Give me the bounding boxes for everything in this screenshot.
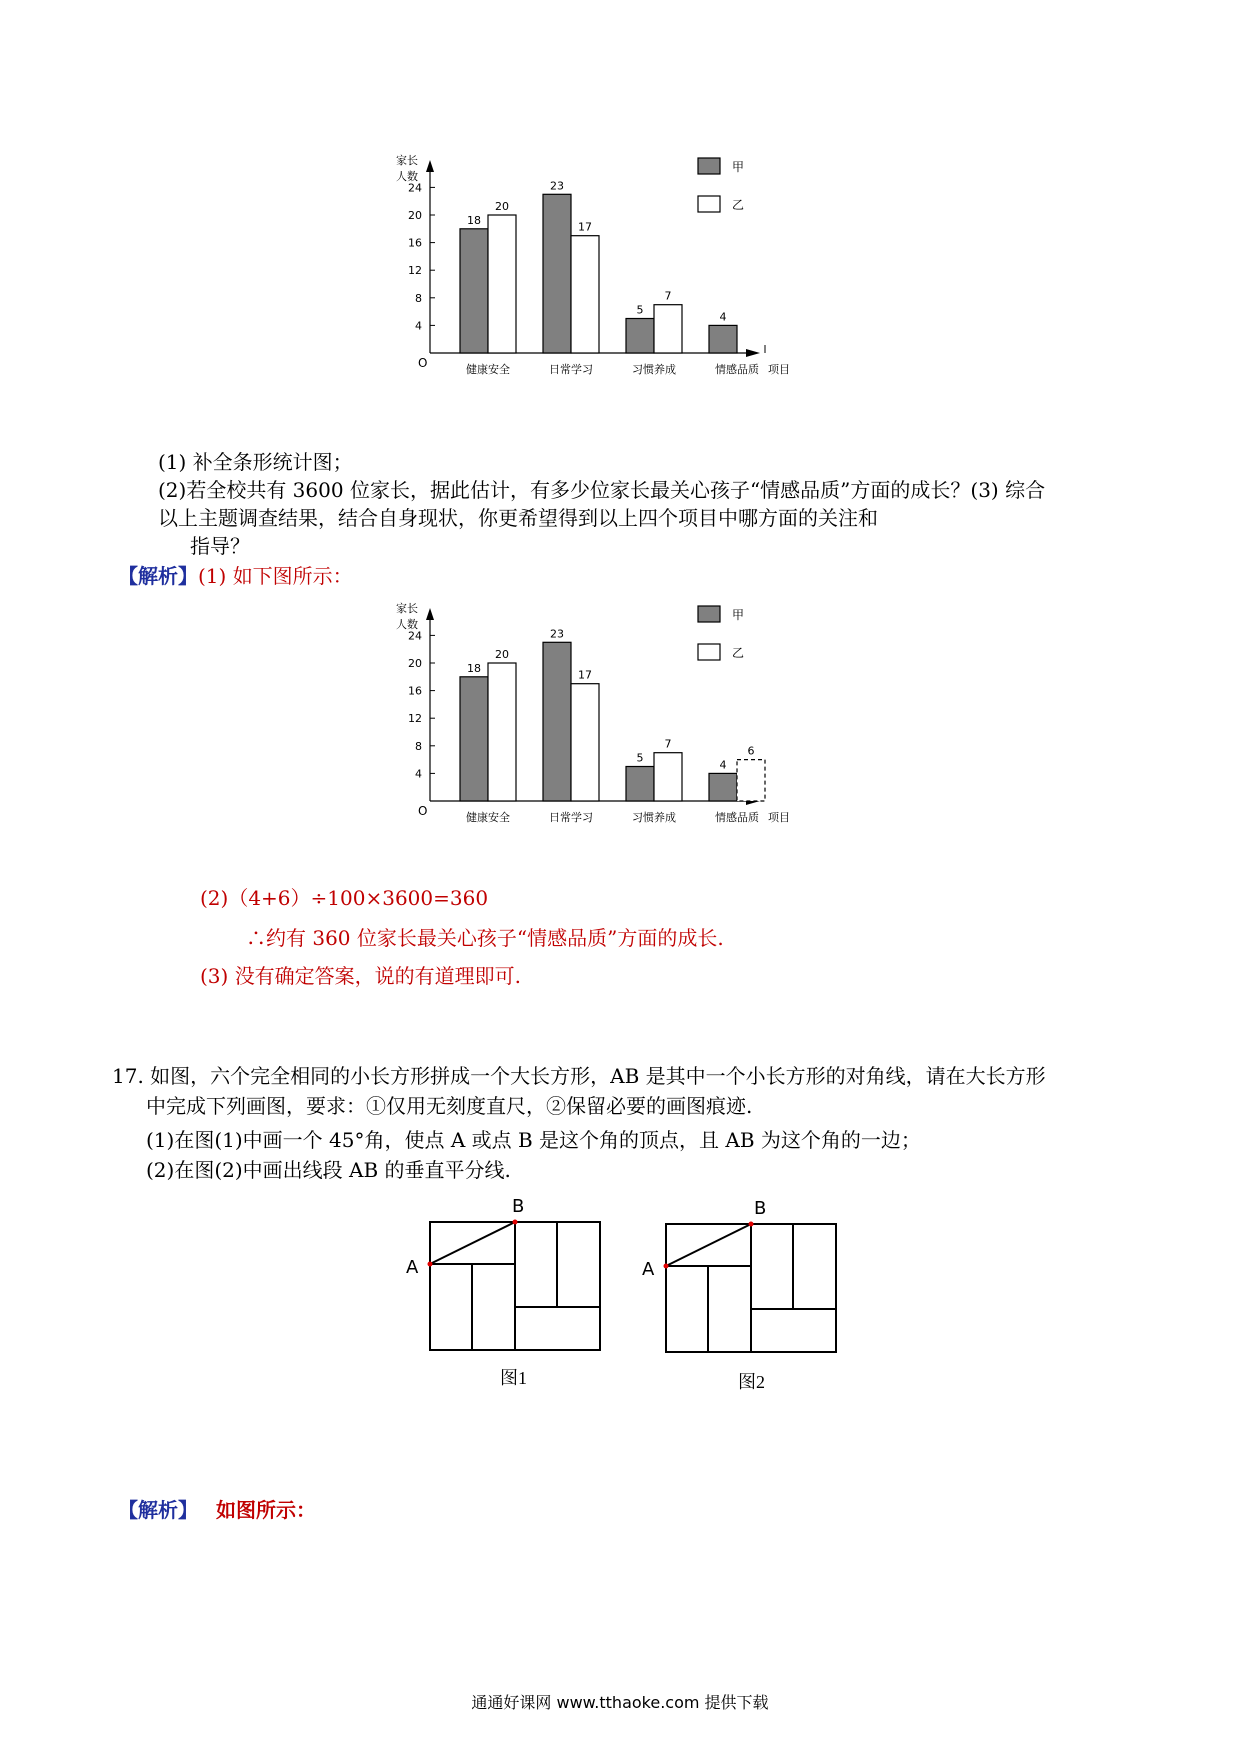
y-tick-label: 20: [408, 209, 422, 222]
x-tick-label: 习惯养成: [632, 811, 676, 824]
question-16-part2-end: 指导？: [190, 534, 250, 558]
analysis-17-heading: [118, 1496, 316, 1524]
answer-16-part2: (2)（4+6）÷100×3600=360: [200, 886, 489, 910]
analysis-tag: 【解析】: [118, 1498, 198, 1522]
y-tick-label: 12: [408, 712, 422, 726]
segment-ab: [430, 1222, 515, 1264]
y-axis-title: 人数: [396, 170, 418, 183]
analysis-17-text: 如图所示：: [216, 1498, 316, 1522]
x-tick-label: 情感品质: [715, 363, 759, 376]
x-tick-label: 健康安全: [466, 811, 510, 824]
legend-label: 乙: [732, 646, 745, 660]
origin-label: O: [418, 804, 428, 818]
legend-label: 甲: [732, 608, 745, 622]
bar-value-label: 7: [664, 289, 672, 303]
bar: [654, 305, 682, 353]
y-tick-label: 4: [415, 767, 422, 781]
figure-1-grid: [400, 1196, 620, 1360]
bar-value-label: 4: [719, 758, 727, 772]
y-axis-arrow: [426, 608, 434, 620]
bar: [543, 642, 571, 801]
bar: [654, 753, 682, 801]
y-tick-label: 16: [408, 236, 422, 250]
label-b: B: [754, 1198, 767, 1219]
analysis-intro: (1) 如下图所示：: [198, 564, 353, 588]
bar: [571, 236, 599, 353]
segment-ab: [666, 1224, 751, 1266]
figure-2-caption: 图2: [738, 1372, 765, 1392]
bar: [709, 325, 737, 353]
legend-label: 乙: [732, 198, 745, 212]
bar: [488, 663, 516, 801]
analysis-tag: 【解析】: [118, 564, 198, 588]
y-axis-title: 家长: [396, 602, 418, 615]
question-17-line3: (1)在图(1)中画一个 45°角，使点 A 或点 B 是这个角的顶点，且 AB 为这个角的一边；: [146, 1128, 921, 1152]
point-b: [513, 1220, 518, 1225]
figure-1-caption: 图1: [500, 1368, 527, 1388]
label-a: A: [406, 1257, 419, 1278]
answer-16-part2-conclusion: ∴约有 360 位家长最关心孩子“情感品质”方面的成长.: [246, 926, 724, 950]
x-axis-title: 项目: [768, 363, 790, 376]
bar-value-label: 5: [636, 751, 644, 765]
x-axis-title: 项目: [768, 811, 790, 824]
footer-source: 通通好课网 www.tthaoke.com 提供下载: [471, 1693, 769, 1712]
bar: [626, 767, 654, 802]
point-b: [749, 1222, 754, 1227]
y-tick-label: 8: [415, 739, 422, 753]
bar-value-label: 23: [550, 627, 564, 641]
point-a: [428, 1262, 433, 1267]
x-tick-label: 健康安全: [466, 363, 510, 376]
point-a: [664, 1264, 669, 1269]
x-axis-arrow: [746, 349, 760, 357]
y-tick-label: 12: [408, 264, 422, 278]
answer-16-part3: (3) 没有确定答案，说的有道理即可.: [200, 964, 522, 988]
y-tick-label: 8: [415, 291, 422, 305]
bar: [709, 773, 737, 801]
y-tick-label: 20: [408, 657, 422, 670]
legend-swatch: [698, 196, 720, 212]
bar-value-label: 18: [467, 661, 481, 675]
y-axis-title: 家长: [396, 154, 418, 167]
origin-label: O: [418, 356, 428, 370]
bar-chart-completed: [380, 598, 860, 870]
y-axis-title: 人数: [396, 618, 418, 631]
bar: [626, 319, 654, 354]
y-tick-label: 4: [415, 319, 422, 333]
question-16-part2: (2)若全校共有 3600 位家长，据此估计，有多少位家长最关心孩子“情感品质”方面的成长？(3) 综合: [158, 478, 1046, 502]
x-tick-label: 习惯养成: [632, 363, 676, 376]
bar-chart-original: [380, 150, 860, 430]
y-tick-label: 16: [408, 684, 422, 698]
question-17-line1: 17. 如图，六个完全相同的小长方形拼成一个大长方形，AB 是其中一个小长方形的对角线，请在大长方形: [112, 1064, 1046, 1088]
question-17-line4: (2)在图(2)中画出线段 AB 的垂直平分线.: [146, 1158, 511, 1182]
bar: [571, 684, 599, 801]
bar: [543, 194, 571, 353]
y-tick-label: 24: [408, 629, 422, 643]
bar-value-label: 20: [495, 648, 509, 661]
analysis-16-heading: [118, 562, 353, 590]
legend-swatch: [698, 158, 720, 174]
label-a: A: [642, 1259, 655, 1280]
x-tick-label: 情感品质: [715, 811, 759, 824]
bar-value-label: 6: [747, 744, 755, 758]
y-tick-label: 24: [408, 181, 422, 195]
bar: [737, 760, 765, 801]
question-16-part2-cont: 以上主题调查结果，结合自身现状，你更希望得到以上四个项目中哪方面的关注和: [158, 506, 878, 530]
bar-value-label: 18: [467, 213, 481, 227]
bar: [460, 677, 488, 801]
bar-value-label: 17: [578, 668, 592, 682]
bar-value-label: 20: [495, 200, 509, 213]
x-tick-label: 日常学习: [549, 811, 593, 824]
legend-label: 甲: [732, 160, 745, 174]
bar: [488, 215, 516, 353]
legend-swatch: [698, 644, 720, 660]
bar: [460, 229, 488, 353]
question-17-line2: 中完成下列画图，要求：①仅用无刻度直尺，②保留必要的画图痕迹.: [146, 1094, 753, 1118]
bar-value-label: 23: [550, 179, 564, 193]
bar-value-label: 17: [578, 220, 592, 234]
figure-2-grid: [636, 1198, 856, 1362]
question-16-part1: (1) 补全条形统计图；: [158, 450, 353, 474]
bar-value-label: 4: [719, 310, 727, 324]
label-b: B: [512, 1196, 525, 1217]
bar-value-label: 5: [636, 303, 644, 317]
bar-value-label: 7: [664, 737, 672, 751]
x-tick-label: 日常学习: [549, 363, 593, 376]
y-axis-arrow: [426, 160, 434, 172]
legend-swatch: [698, 606, 720, 622]
